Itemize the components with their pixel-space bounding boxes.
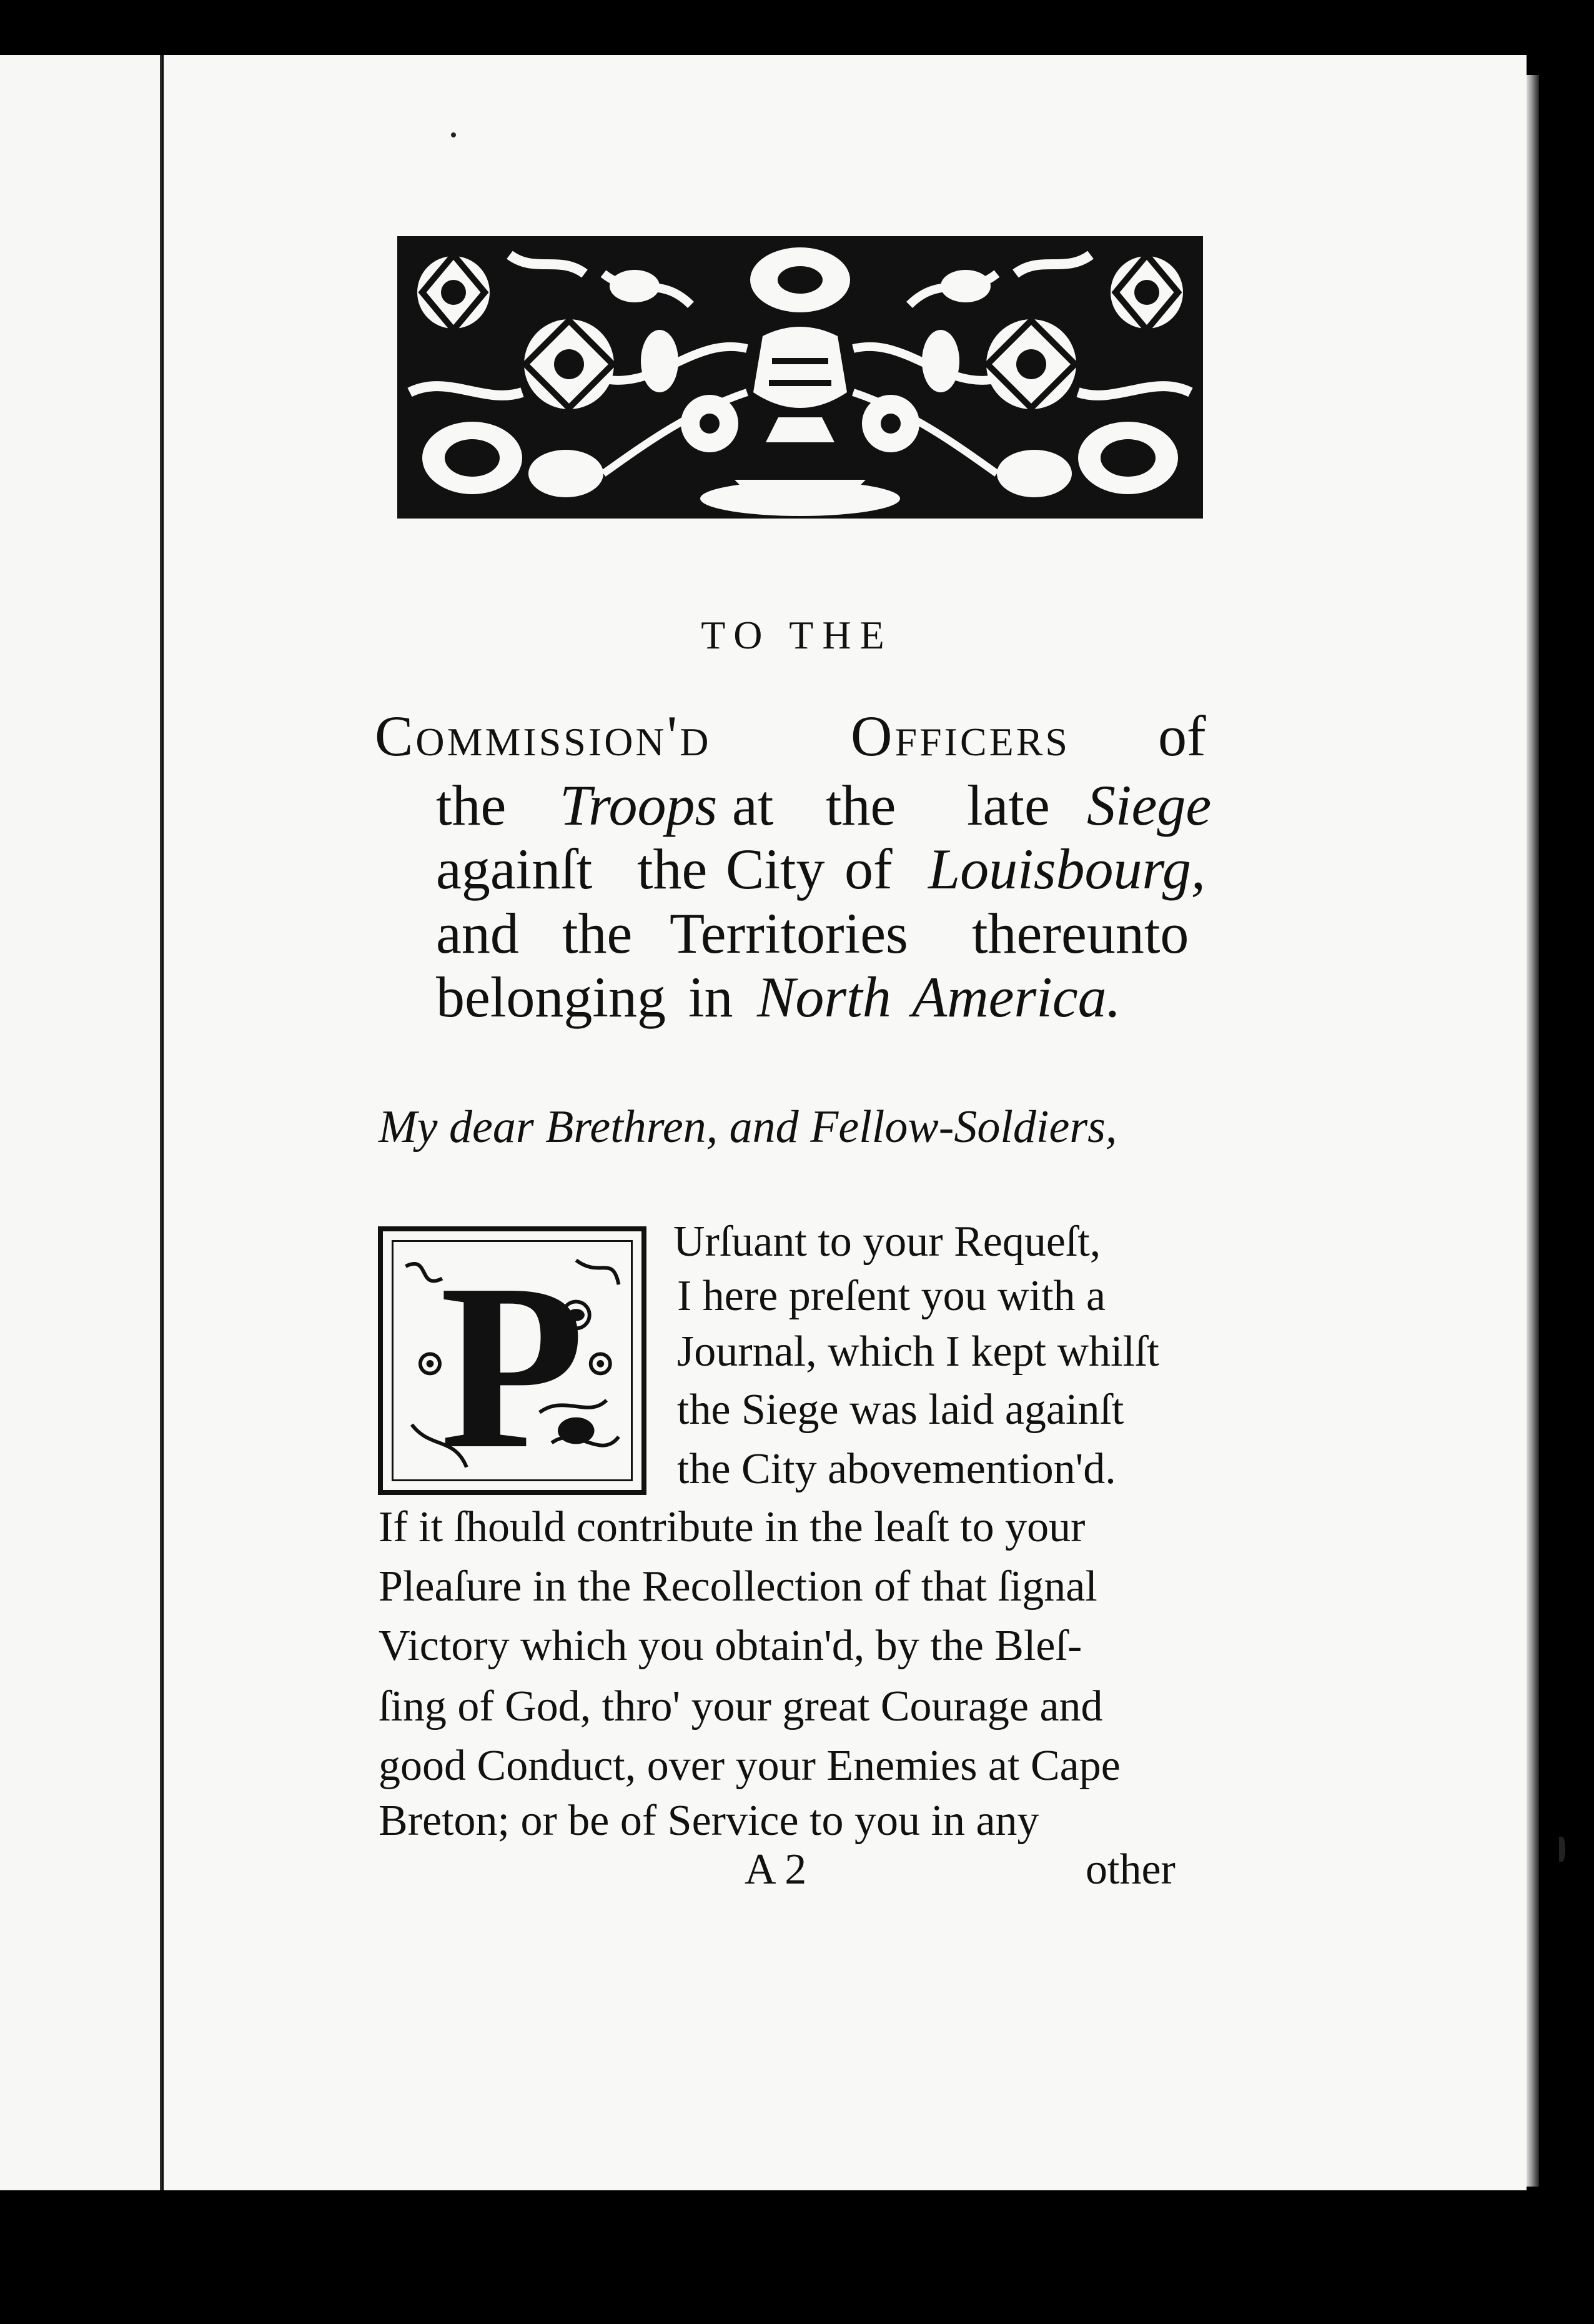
- dedication-word: Commission'd: [375, 704, 711, 768]
- dedication-word: againſt: [436, 837, 593, 901]
- dedication-word: the: [826, 773, 896, 837]
- body-line: If it ſhould contribute in the leaſt to your: [379, 1503, 1086, 1551]
- initial-frame: [392, 1235, 633, 1498]
- ink-mark: [1559, 1837, 1565, 1862]
- catchword: other: [1086, 1845, 1176, 1894]
- body-line: Breton; or be of Service to you in any: [379, 1797, 1039, 1845]
- page-fore-edge: [1527, 75, 1539, 2187]
- body-line: Victory which you obtain'd, by the Bleſ-: [379, 1622, 1082, 1670]
- body-line: Urſuant to your Requeſt,: [673, 1218, 1101, 1266]
- body-line: ſing of God, thro' your great Courage and: [379, 1682, 1103, 1731]
- facing-page-edge: [0, 55, 162, 2190]
- dedication-word: the: [637, 837, 708, 901]
- dedication-heading: TO THE: [701, 613, 893, 657]
- dedication-word: North: [757, 965, 891, 1029]
- dedication-word: Officers: [851, 704, 1071, 768]
- dedication-word: and: [436, 901, 519, 965]
- floral-vase-headpiece-ornament: [397, 236, 1203, 519]
- dedication-word: Territories: [670, 901, 908, 965]
- decorated-initial-p: [378, 1226, 646, 1498]
- dedication-word: of: [844, 837, 893, 901]
- dedication-word: the: [562, 901, 633, 965]
- ink-speck: [451, 132, 456, 137]
- body-line: the City abovemention'd.: [677, 1445, 1116, 1493]
- dedication-word: America.: [912, 965, 1121, 1029]
- dedication-word: thereunto: [972, 901, 1189, 965]
- initial-letter: P: [439, 1235, 585, 1498]
- dedication-word: belonging: [436, 965, 666, 1029]
- body-line: I here preſent you with a: [677, 1272, 1106, 1320]
- dedication-word: Louisbourg,: [928, 837, 1205, 901]
- dedication-word: Troops: [560, 773, 718, 837]
- salutation: My dear Brethren, and Fellow-Soldiers,: [379, 1101, 1117, 1153]
- dedication-word: in: [688, 965, 733, 1029]
- dedication-word: Siege: [1087, 773, 1212, 837]
- dedication-word: at: [732, 773, 774, 837]
- body-line: Journal, which I kept whilſt: [677, 1328, 1159, 1376]
- dedication-word: late: [967, 773, 1050, 837]
- body-line: good Conduct, over your Enemies at Cape: [379, 1742, 1121, 1790]
- dedication-word: the: [436, 773, 507, 837]
- dedication-word: City: [726, 837, 825, 901]
- body-line: Pleaſure in the Recollection of that ſignal: [379, 1562, 1097, 1611]
- body-line: the Siege was laid againſt: [677, 1386, 1124, 1434]
- dedication-word: of: [1158, 704, 1206, 768]
- signature-mark: A 2: [745, 1845, 807, 1894]
